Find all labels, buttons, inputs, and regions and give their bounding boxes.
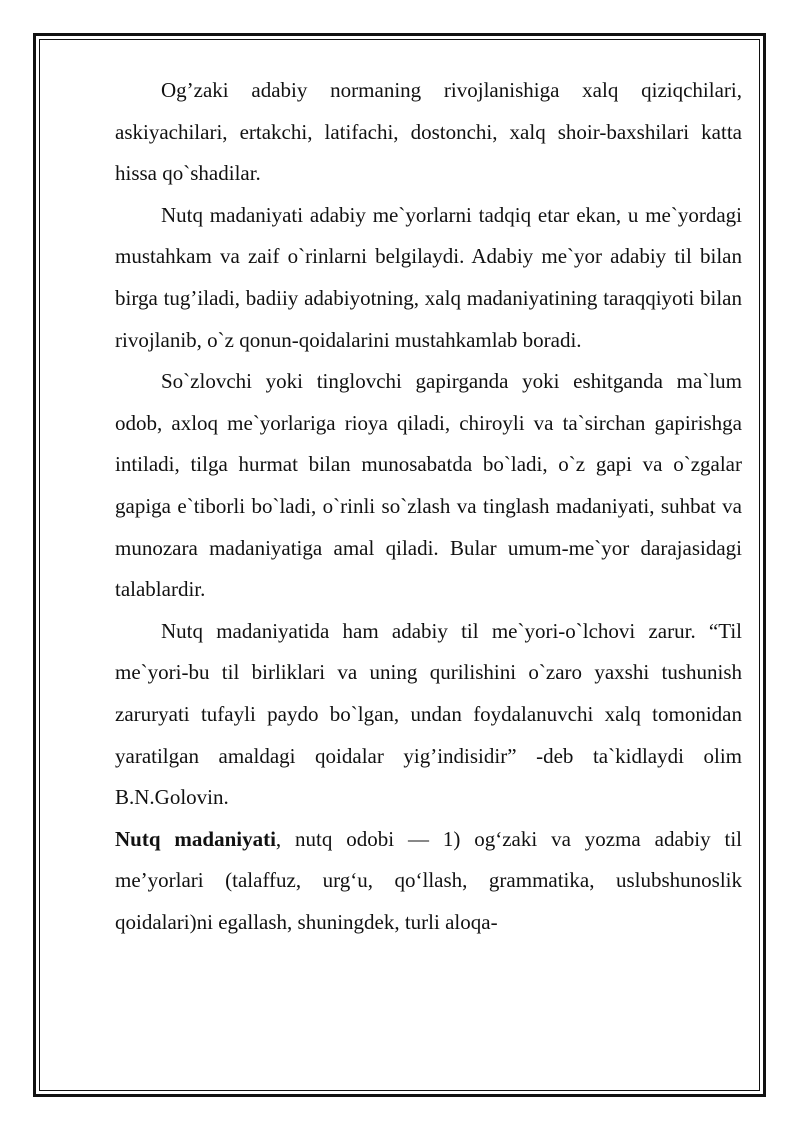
paragraph-5 <box>115 819 742 944</box>
paragraph-4: Nutq madaniyatida ham adabiy til me`yori-o`lchovi zarur. “Til me`yori-bu til birliklari va uning qurilishini o`zaro yaxshi tushunish zaruryati tufayli paydo bo`lgan, undan foydalanuvchi xalq tomonidan yaratilgan amaldagi qoidalar yig’indisidir” -deb ta`kidlaydi olim B.N.Golovin. <box>115 618 742 810</box>
paragraph-3: So`zlovchi yoki tinglovchi gapirganda yoki eshitganda ma`lum odob, axloq me`yorlariga rioya qiladi, chiroyli va ta`sirchan gapirishga intiladi, tilga hurmat bilan munosabatda bo`ladi, o`z gapi va o`zgalar gapiga e`tiborli bo`ladi, o`rinli so`zlash va tinglash madaniyati, suhbat va munozara madaniyatiga amal qiladi. Bular umum-me`yor darajasidagi talablardir. <box>115 369 742 602</box>
document-body <box>115 70 742 943</box>
paragraph-2: Nutq madaniyati adabiy me`yorlarni tadqiq etar ekan, u me`yordagi mustahkam va zaif o`rinlarni belgilaydi. Adabiy me`yor adabiy til bilan birga tug’iladi, badiiy adabiyotning, xalq madaniyatining taraqqiyoti bilan rivojlanib, o`z qonun-qoidalarini mustahkamlab boradi. <box>115 202 742 352</box>
definition-term: Nutq madaniyati <box>115 826 276 851</box>
paragraph-1: Og’zaki adabiy normaning rivojlanishiga xalq qiziqchilari, askiyachilari, ertakchi, latifachi, dostonchi, xalq shoir-baxshilari katta hissa qo`shadilar. <box>115 78 742 186</box>
definition-text: , nutq odobi — 1) og‘zaki va yozma adabiy til me’yorlari (talaffuz, urg‘u, qo‘llash, grammatika, uslubshunoslik qoidalari)ni egallash, shuningdek, turli aloqa- <box>115 826 742 934</box>
